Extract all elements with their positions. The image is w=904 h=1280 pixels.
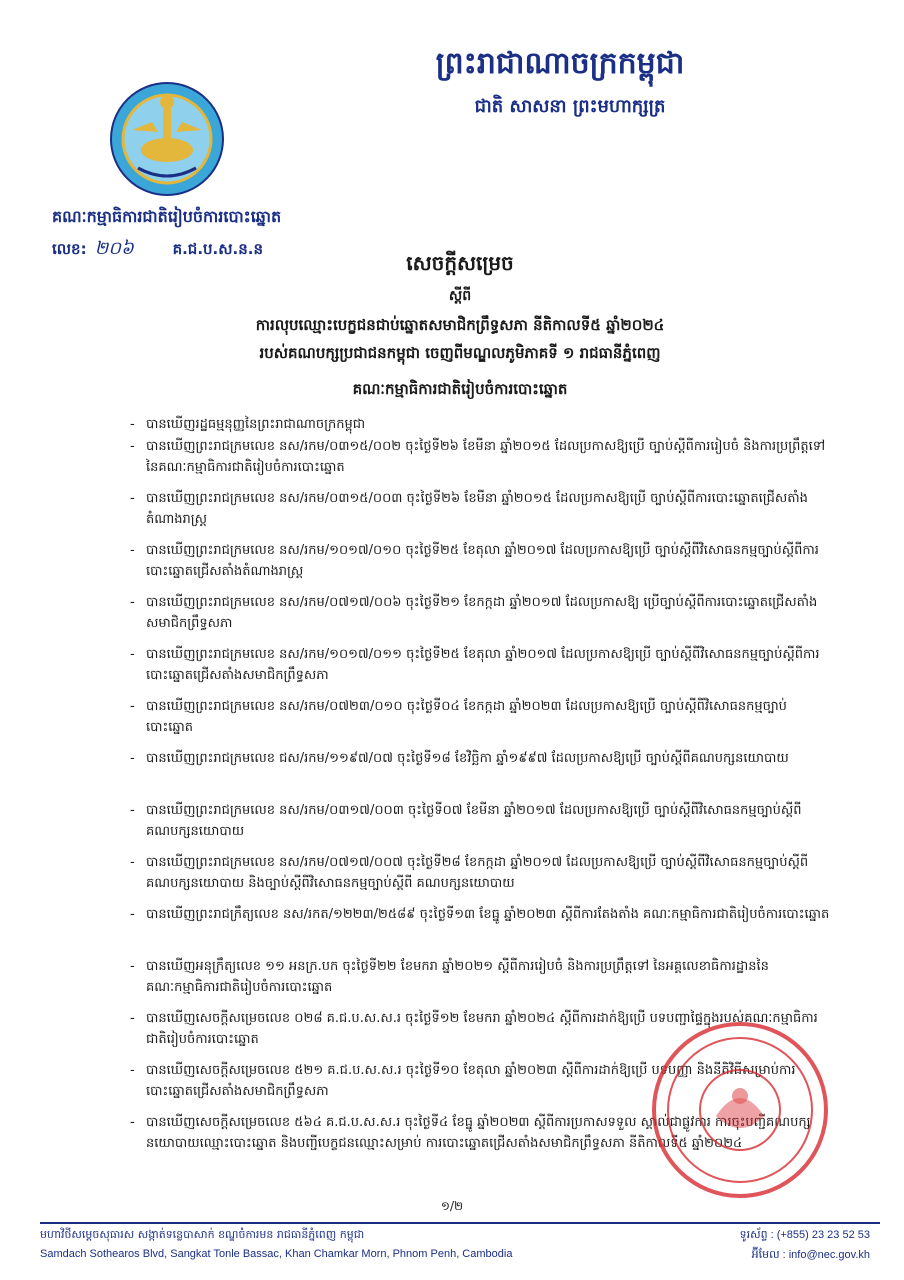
document-title: សេចក្តីសម្រេច <box>406 251 514 275</box>
list-item: - បានឃើញសេចក្តីសម្រេចលេខ ៥២១ គ.ជ.ប.ស.ស.រ ចុះថ្ងៃទី១០ ខែតុលា ឆ្នាំ២០២៣ ស្តីពីការដាក់ឱ្យប្រើ បទបញ្ញា និងនីតិវិធីសម្រាប់ការបោះឆ្នោតជ្រើសតាំងសមាជិកព្រឹទ្ធសភា <box>126 1060 831 1112</box>
list-item: - បានឃើញរដ្ឋធម្មនុញ្ញនៃព្រះរាជាណាចក្រកម្ពុជា <box>126 414 831 436</box>
footer-divider <box>40 1222 880 1224</box>
number-label: លេខ: <box>52 240 87 258</box>
list-item: - បានឃើញព្រះរាជក្រឹត្យលេខ នស/រកត/១២២៣/២៥៨៩ ចុះថ្ងៃទី១៣ ខែធ្នូ ឆ្នាំ២០២៣ ស្តីពីការតែងតាំង គណៈកម្មាធិការជាតិរៀបចំការបោះឆ្នោត <box>126 904 831 956</box>
list-item: - បានឃើញព្រះរាជក្រមលេខ នស/រកម/០៧២៣/០១០ ចុះថ្ងៃទី០៤ ខែកក្កដា ឆ្នាំ២០២៣ ដែលប្រកាសឱ្យប្រើ ច្បាប់ស្តីពីវិសោធនកម្មច្បាប់បោះឆ្នោត <box>126 696 831 748</box>
national-motto: ជាតិ សាសនា ព្រះមហាក្សត្រ <box>474 96 666 117</box>
kingdom-title: ព្រះរាជាណាចក្រកម្ពុជា <box>435 46 685 81</box>
list-item: - បានឃើញព្រះរាជក្រមលេខ នស/រកម/១០១៧/០១១ ចុះថ្ងៃទី២៥ ខែតុលា ឆ្នាំ២០១៧ ដែលប្រកាសឱ្យប្រើ ច្បាប់ស្តីពីវិសោធនកម្មច្បាប់ស្តីពីការបោះឆ្នោតជ្រើសតាំងសមាជិកព្រឹទ្ធសភា <box>126 644 831 696</box>
footer-email: អ៊ីមែល : info@nec.gov.kh <box>751 1249 870 1261</box>
page-number: ១/២ <box>440 1199 464 1213</box>
footer-address-khmer: មហាវិថីសម្តេចសុធារស សង្កាត់ទន្លេបាសាក់ ខណ្ឌចំការមន រាជធានីភ្នំពេញ កម្ពុជា <box>40 1228 365 1241</box>
number-suffix: គ.ជ.ប.ស.ន.ន <box>172 240 263 258</box>
list-item: - បានឃើញព្រះរាជក្រមលេខ នស/រកម/០៣១៥/០០២ ចុះថ្ងៃទី២៦ ខែមីនា ឆ្នាំ២០១៥ ដែលប្រកាសឱ្យប្រើ ច្បាប់ស្តីពីការរៀបចំ និងការប្រព្រឹត្តទៅនៃគណៈកម្មាធិការជាតិរៀបចំការបោះឆ្នោត <box>126 436 831 488</box>
nec-emblem-icon <box>108 80 226 198</box>
list-item: - បានឃើញព្រះរាជក្រមលេខ នស/រកម/១០១៧/០១០ ចុះថ្ងៃទី២៥ ខែតុលា ឆ្នាំ២០១៧ ដែលប្រកាសឱ្យប្រើ ច្បាប់ស្តីពីវិសោធនកម្មច្បាប់ស្តីពីការបោះឆ្នោតជ្រើសតាំងតំណាងរាស្ត្រ <box>126 540 831 592</box>
list-item: - បានឃើញព្រះរាជក្រមលេខ ជស/រកម/១១៩៧/០៧ ចុះថ្ងៃទី១៨ ខែវិច្ឆិកា ឆ្នាំ១៩៩៧ ដែលប្រកាសឱ្យប្រើ ច្បាប់ស្តីពីគណបក្សនយោបាយ <box>126 748 831 800</box>
list-item: - បានឃើញព្រះរាជក្រមលេខ នស/រកម/០៣១៥/០០៣ ចុះថ្ងៃទី២៦ ខែមីនា ឆ្នាំ២០១៥ ដែលប្រកាសឱ្យប្រើ ច្បាប់ស្តីពីការបោះឆ្នោតជ្រើសតាំងតំណាងរាស្ត្រ <box>126 488 831 540</box>
list-item: - បានឃើញព្រះរាជក្រមលេខ នស/រកម/០៣១៧/០០៣ ចុះថ្ងៃទី០៧ ខែមីនា ឆ្នាំ២០១៧ ដែលប្រកាសឱ្យប្រើ ច្បាប់ស្តីពីវិសោធនកម្មច្បាប់ស្តីពីគណបក្សនយោបាយ <box>126 800 831 852</box>
footer-address-english: Samdach Sothearos Blvd, Sangkat Tonle Bassac, Khan Chamkar Morn, Phnom Penh, Cambodia <box>40 1248 513 1260</box>
document-heading-line-2: របស់គណបក្សប្រជាជនកម្ពុជា ចេញពីមណ្ឌលភូមិភាគទី ១ រាជធានីភ្នំពេញ <box>259 344 661 362</box>
list-item: - បានឃើញព្រះរាជក្រមលេខ នស/រកម/០៧១៧/០០៧ ចុះថ្ងៃទី២៨ ខែកក្កដា ឆ្នាំ២០១៧ ដែលប្រកាសឱ្យប្រើ ច្បាប់ស្តីពីវិសោធនកម្មច្បាប់ស្តីពីគណបក្សនយោបាយ និងច្បាប់ស្តីពីវិសោធនកម្មច្បាប់ស្តីពី គណបក្សនយោបាយ <box>126 852 831 904</box>
footer-phone: ទូរស័ព្ទ : (+855) 23 23 52 53 <box>739 1229 870 1241</box>
issuing-authority: គណៈកម្មាធិការជាតិរៀបចំការបោះឆ្នោត <box>352 380 568 398</box>
document-subtitle: ស្តីពី <box>448 288 472 304</box>
number-value: ២០៦ <box>94 238 134 259</box>
list-item: - បានឃើញសេចក្តីសម្រេចលេខ ០២៨ គ.ជ.ប.ស.ស.រ ចុះថ្ងៃទី១២ ខែមករា ឆ្នាំ២០២៤ ស្តីពីការដាក់ឱ្យប្រើ បទបញ្ជាផ្ទៃក្នុងរបស់គណៈកម្មាធិការជាតិរៀបចំការបោះឆ្នោត <box>126 1008 831 1060</box>
list-item: - បានឃើញអនុក្រឹត្យលេខ ១១ អនក្រ.បក ចុះថ្ងៃទី២២ ខែមករា ឆ្នាំ២០២១ ស្តីពីការរៀបចំ និងការប្រព្រឹត្តទៅ នៃអគ្គលេខាធិការដ្ឋាននៃគណៈកម្មាធិការជាតិរៀបចំការបោះឆ្នោត <box>126 956 831 1008</box>
document-heading-line-1: ការលុបឈ្មោះបេក្ខជនជាប់ឆ្នោតសមាជិកព្រឹទ្ធសភា នីតិកាលទី៥ ឆ្នាំ២០២៤ <box>255 316 665 334</box>
list-item: - បានឃើញសេចក្តីសម្រេចលេខ ៥៦៤ គ.ជ.ប.ស.ស.រ ចុះថ្ងៃទី៤ ខែធ្នូ ឆ្នាំ២០២៣ ស្តីពីការប្រកាសទទួល ស្គាល់ជាផ្លូវការ ការចុះបញ្ជីគណបក្សនយោបាយឈ្មោះបោះឆ្នោត និងបញ្ជីបេក្ខជនឈ្មោះសម្រាប់ ការបោះឆ្នោតជ្រើសតាំងសមាជិកព្រឹទ្ធសភា នីតិកាលទី៥ ឆ្នាំ២០២៤ <box>126 1112 831 1186</box>
organization-name: គណៈកម្មាធិការជាតិរៀបចំការបោះឆ្នោត <box>52 207 282 226</box>
list-item: - បានឃើញព្រះរាជក្រមលេខ នស/រកម/០៧១៧/០០៦ ចុះថ្ងៃទី២១ ខែកក្កដា ឆ្នាំ២០១៧ ដែលប្រកាសឱ្យ ប្រើច្បាប់ស្តីពីការបោះឆ្នោតជ្រើសតាំងសមាជិកព្រឹទ្ធសភា <box>126 592 831 644</box>
official-seal-icon <box>650 1020 830 1200</box>
